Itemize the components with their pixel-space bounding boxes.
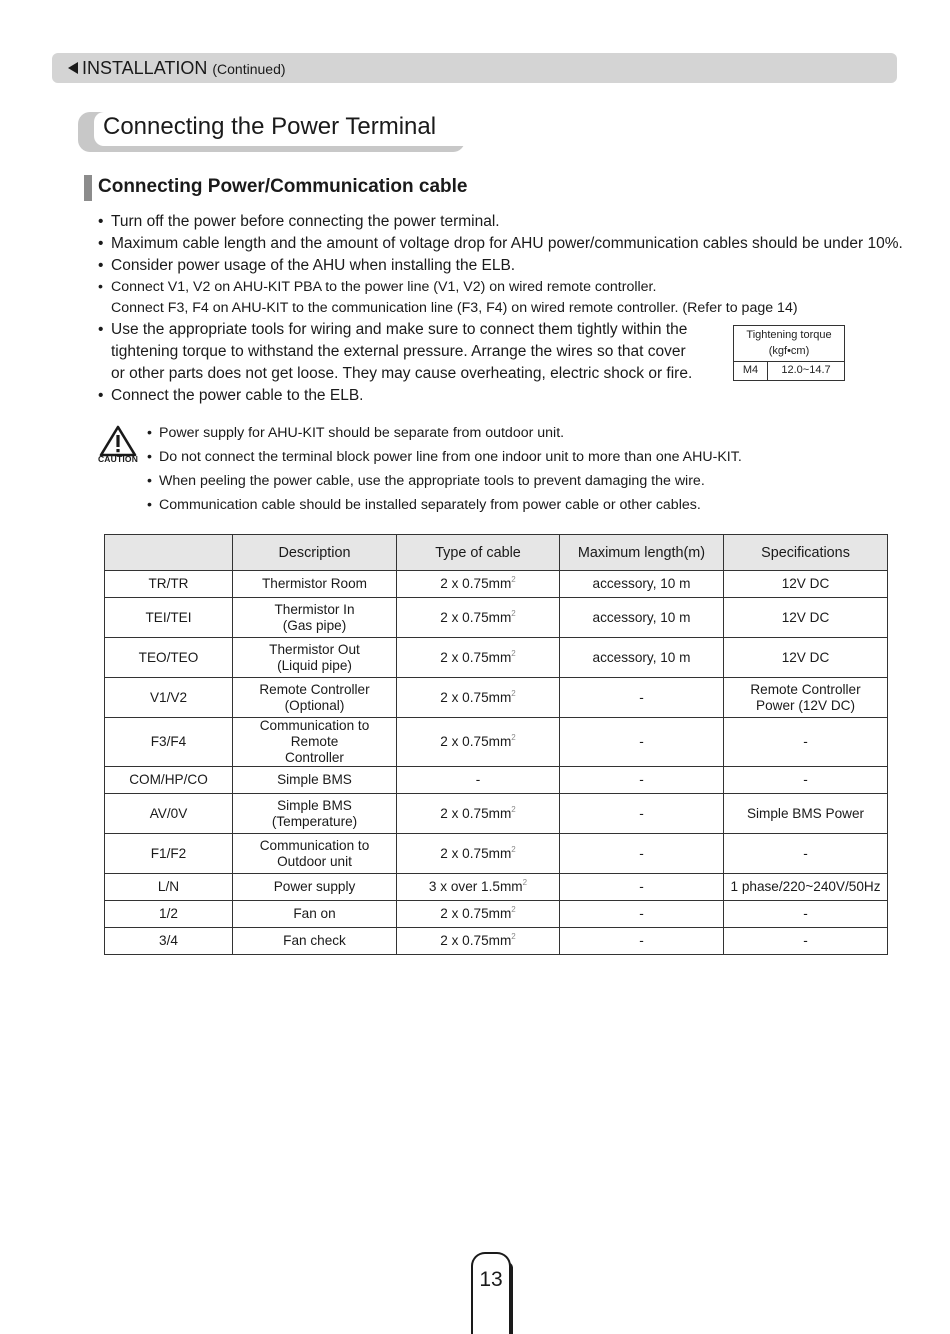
table-row — [105, 767, 888, 794]
list-item-continuation: tightening torque to withstand the external pressure. Arrange the wires so that cover — [111, 343, 686, 360]
cable-spec-table — [104, 534, 888, 955]
column-header: Description — [233, 535, 397, 571]
table-cell-terminal: L/N — [105, 874, 233, 901]
table-cell-terminal: 1/2 — [105, 901, 233, 928]
list-item: • Connect V1, V2 on AHU-KIT PBA to the power line (V1, V2) on wired remote controller. — [98, 279, 657, 295]
table-cell-cable: 2 x $0.75mm^2$ — [397, 598, 560, 638]
table-cell-length: - — [560, 834, 724, 874]
section-title-tab — [78, 112, 465, 152]
table-cell-length: - — [560, 794, 724, 834]
table-cell-spec: - — [724, 767, 888, 794]
table-row — [105, 678, 888, 718]
table-cell-terminal: AV/0V — [105, 794, 233, 834]
torque-table — [733, 325, 845, 381]
table-row — [105, 638, 888, 678]
list-item-continuation: or other parts does not get loose. They may cause overheating, electric shock or fire. — [111, 365, 693, 382]
subsection-marker — [84, 175, 92, 201]
table-row — [105, 571, 888, 598]
list-item: • Do not connect the terminal block power line from one indoor unit to more than one AHU-KIT. — [147, 449, 742, 465]
list-item: • Power supply for AHU-KIT should be separate from outdoor unit. — [147, 425, 565, 441]
table-cell-desc: Remote Controller (Optional) — [233, 678, 397, 718]
list-item: • Maximum cable length and the amount of voltage drop for AHU power/communication cables should be under 10%. — [98, 235, 903, 252]
table-row — [105, 794, 888, 834]
table-cell-desc: Thermistor Out (Liquid pipe) — [233, 638, 397, 678]
table-cell-desc: Power supply — [233, 874, 397, 901]
table-cell-length: - — [560, 901, 724, 928]
table-cell-terminal: COM/HP/CO — [105, 767, 233, 794]
table-cell-terminal: F3/F4 — [105, 718, 233, 767]
column-header: Specifications — [724, 535, 888, 571]
subsection-title: Connecting Power/Communication cable — [98, 176, 468, 197]
page-number-tab — [471, 1252, 511, 1334]
table-row — [105, 598, 888, 638]
table-cell-terminal: TR/TR — [105, 571, 233, 598]
page-title: Connecting the Power Terminal — [103, 113, 437, 140]
table-cell-desc: Communication to Outdoor unit — [233, 834, 397, 874]
table-cell-length: - — [560, 874, 724, 901]
section-header-bar — [52, 53, 897, 83]
table-cell-cable: - — [397, 767, 560, 794]
table-cell-cable: 2 x $0.75mm^2$ — [397, 834, 560, 874]
table-header-row — [105, 535, 888, 571]
table-cell-desc: Thermistor Room — [233, 571, 397, 598]
table-row — [105, 834, 888, 874]
table-cell-cable: 2 x $0.75mm^2$ — [397, 571, 560, 598]
table-cell-desc: Simple BMS — [233, 767, 397, 794]
table-cell-length: accessory, 10 m — [560, 638, 724, 678]
table-cell-spec: - — [724, 928, 888, 955]
torque-key: M4 — [734, 361, 768, 380]
table-cell-length: - — [560, 928, 724, 955]
table-cell-length: - — [560, 767, 724, 794]
table-cell-terminal: F1/F2 — [105, 834, 233, 874]
table-cell-cable: 2 x $0.75mm^2$ — [397, 901, 560, 928]
table-cell-terminal: TEO/TEO — [105, 638, 233, 678]
torque-header: Tightening torque (kgf•cm) — [734, 326, 844, 362]
table-body — [105, 571, 888, 955]
table-cell-length: - — [560, 678, 724, 718]
list-item-continuation: Connect F3, F4 on AHU-KIT to the communication line (F3, F4) on wired remote controller. (Refer to page 14) — [111, 300, 798, 316]
table-cell-spec: - — [724, 718, 888, 767]
header-subtitle: (Continued) — [212, 61, 286, 77]
table-cell-desc: Simple BMS (Temperature) — [233, 794, 397, 834]
list-item: • When peeling the power cable, use the appropriate tools to prevent damaging the wire. — [147, 473, 705, 489]
table-cell-cable: 2 x $0.75mm^2$ — [397, 718, 560, 767]
table-cell-cable: 2 x $0.75mm^2$ — [397, 638, 560, 678]
column-header: Type of cable — [397, 535, 560, 571]
table-cell-spec: Simple BMS Power — [724, 794, 888, 834]
list-item: • Use the appropriate tools for wiring and make sure to connect them tightly within the — [98, 321, 688, 338]
table-row — [105, 718, 888, 767]
table-cell-desc: Fan on — [233, 901, 397, 928]
torque-value: 12.0~14.7 — [781, 364, 831, 376]
table-cell-spec: 12V DC — [724, 571, 888, 598]
table-cell-terminal: 3/4 — [105, 928, 233, 955]
table-cell-spec: 12V DC — [724, 598, 888, 638]
caution-label: CAUTION — [97, 454, 139, 464]
table-cell-length: accessory, 10 m — [560, 598, 724, 638]
table-cell-desc: Thermistor In (Gas pipe) — [233, 598, 397, 638]
table-cell-cable: 2 x $0.75mm^2$ — [397, 928, 560, 955]
table-cell-terminal: V1/V2 — [105, 678, 233, 718]
table-cell-desc: Communication to Remote Controller — [233, 718, 397, 767]
header-title: INSTALLATION (Continued) — [82, 58, 286, 78]
table-cell-cable: 2 x $0.75mm^2$ — [397, 794, 560, 834]
table-cell-cable: 2 x $0.75mm^2$ — [397, 678, 560, 718]
column-header — [105, 535, 233, 571]
list-item: • Consider power usage of the AHU when installing the ELB. — [98, 257, 516, 274]
list-item: • Turn off the power before connecting the power terminal. — [98, 213, 500, 230]
table-row — [105, 901, 888, 928]
list-item: • Connect the power cable to the ELB. — [98, 387, 364, 404]
column-header: Maximum length(m) — [560, 535, 724, 571]
table-cell-length: - — [560, 718, 724, 767]
list-item: • Communication cable should be installed separately from power cable or other cables. — [147, 497, 701, 513]
table-cell-spec: 12V DC — [724, 638, 888, 678]
table-cell-cable: 3 x over $1.5mm^2$ — [397, 874, 560, 901]
left-triangle-icon — [68, 62, 78, 74]
page-number: 13 — [479, 1268, 503, 1291]
table-cell-spec: 1 phase/220~240V/50Hz — [724, 874, 888, 901]
table-cell-desc: Fan check — [233, 928, 397, 955]
table-cell-spec: Remote Controller Power (12V DC) — [724, 678, 888, 718]
table-cell-spec: - — [724, 834, 888, 874]
table-cell-spec: - — [724, 901, 888, 928]
table-row — [105, 874, 888, 901]
table-cell-length: accessory, 10 m — [560, 571, 724, 598]
table-cell-terminal: TEI/TEI — [105, 598, 233, 638]
table-row — [105, 928, 888, 955]
